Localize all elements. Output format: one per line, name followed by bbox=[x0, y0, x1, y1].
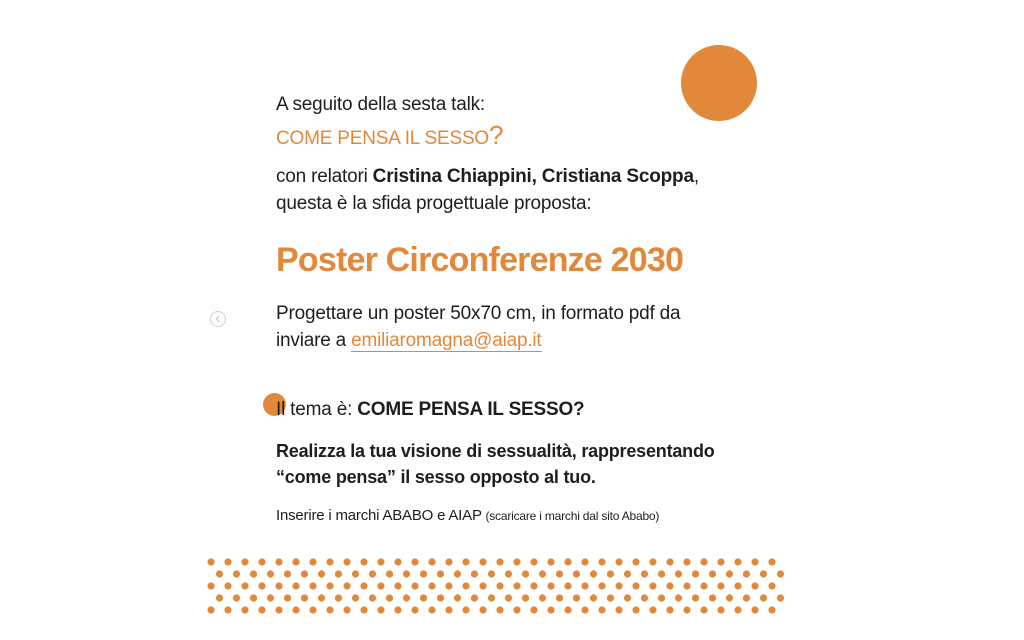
pattern-dot bbox=[394, 558, 401, 565]
brief-line-1: Progettare un poster 50x70 cm, in formato pdf da bbox=[276, 303, 681, 324]
pattern-dot bbox=[326, 558, 333, 565]
pattern-dot bbox=[734, 606, 741, 613]
pattern-dot bbox=[675, 594, 682, 601]
pattern-dot bbox=[556, 570, 563, 577]
previous-slide-button[interactable] bbox=[210, 311, 226, 327]
pattern-dot bbox=[454, 570, 461, 577]
email-link[interactable]: emiliaromagna@aiap.it bbox=[351, 330, 542, 351]
pattern-dot bbox=[471, 594, 478, 601]
pattern-dot bbox=[360, 606, 367, 613]
pattern-dot bbox=[258, 558, 265, 565]
logos-note: (scaricare i marchi dal sito Ababo) bbox=[485, 509, 660, 523]
pattern-dot bbox=[522, 594, 529, 601]
pattern-dot bbox=[224, 606, 231, 613]
pattern-dot bbox=[649, 558, 656, 565]
pattern-dot bbox=[343, 582, 350, 589]
pattern-dot bbox=[275, 606, 282, 613]
pattern-dot bbox=[505, 570, 512, 577]
pattern-dot bbox=[488, 570, 495, 577]
pattern-dot bbox=[224, 582, 231, 589]
pattern-dot bbox=[462, 558, 469, 565]
pattern-dot bbox=[479, 606, 486, 613]
pattern-dot bbox=[666, 582, 673, 589]
pattern-dot bbox=[275, 582, 282, 589]
pattern-dot bbox=[437, 570, 444, 577]
pattern-dot bbox=[700, 582, 707, 589]
pattern-dot bbox=[411, 582, 418, 589]
poster-title: Poster Circonferenze 2030 bbox=[276, 241, 684, 279]
pattern-dot bbox=[250, 570, 257, 577]
pattern-dot bbox=[394, 582, 401, 589]
talk-title bbox=[276, 120, 504, 150]
pattern-dot bbox=[403, 594, 410, 601]
logos-text: Inserire i marchi ABABO e AIAP bbox=[276, 507, 486, 524]
pattern-dot bbox=[709, 570, 716, 577]
brief-line-2-prefix: inviare a bbox=[276, 330, 352, 351]
speakers-names: Cristina Chiappini, Cristiana Scoppa bbox=[372, 166, 694, 187]
pattern-dot bbox=[267, 570, 274, 577]
pattern-dot bbox=[301, 594, 308, 601]
pattern-dot bbox=[649, 582, 656, 589]
pattern-dot bbox=[207, 606, 214, 613]
pattern-dot bbox=[496, 582, 503, 589]
pattern-dot bbox=[607, 570, 614, 577]
pattern-dot bbox=[377, 558, 384, 565]
pattern-dot bbox=[632, 558, 639, 565]
pattern-dot bbox=[777, 594, 784, 601]
pattern-dot bbox=[241, 558, 248, 565]
pattern-dot bbox=[335, 594, 342, 601]
pattern-dot bbox=[751, 606, 758, 613]
pattern-dot bbox=[683, 582, 690, 589]
pattern-dot bbox=[301, 570, 308, 577]
pattern-dot bbox=[394, 606, 401, 613]
pattern-dot bbox=[428, 606, 435, 613]
pattern-dot bbox=[207, 558, 214, 565]
pattern-dot bbox=[530, 606, 537, 613]
speakers-suffix: , bbox=[693, 166, 699, 187]
pattern-dot bbox=[734, 558, 741, 565]
pattern-dot bbox=[284, 570, 291, 577]
pattern-dot bbox=[530, 582, 537, 589]
pattern-dot bbox=[471, 570, 478, 577]
pattern-dot bbox=[598, 606, 605, 613]
pattern-dot bbox=[768, 606, 775, 613]
pattern-dot bbox=[454, 594, 461, 601]
pattern-dot bbox=[768, 582, 775, 589]
pattern-dot bbox=[241, 606, 248, 613]
pattern-dot bbox=[581, 582, 588, 589]
pattern-dot bbox=[224, 558, 231, 565]
pattern-dot bbox=[743, 594, 750, 601]
pattern-dot bbox=[768, 558, 775, 565]
intro-text: A seguito della sesta talk: bbox=[276, 94, 486, 115]
pattern-dot bbox=[496, 558, 503, 565]
pattern-dot bbox=[581, 558, 588, 565]
pattern-dot bbox=[564, 582, 571, 589]
pattern-dot bbox=[564, 606, 571, 613]
pattern-dot bbox=[420, 594, 427, 601]
pattern-dot bbox=[326, 606, 333, 613]
pattern-dot bbox=[496, 606, 503, 613]
speakers-prefix: con relatori bbox=[276, 166, 373, 187]
pattern-dot bbox=[717, 558, 724, 565]
pattern-dot bbox=[445, 582, 452, 589]
pattern-dot bbox=[692, 594, 699, 601]
pattern-dot bbox=[369, 570, 376, 577]
pattern-dot bbox=[709, 594, 716, 601]
logos-instruction bbox=[276, 507, 659, 524]
pattern-dot bbox=[284, 594, 291, 601]
theme-value: COME PENSA IL SESSO? bbox=[357, 399, 585, 420]
pattern-dot bbox=[649, 606, 656, 613]
pattern-dot bbox=[683, 606, 690, 613]
pattern-dot bbox=[462, 582, 469, 589]
pattern-dot bbox=[717, 582, 724, 589]
pattern-dot bbox=[726, 594, 733, 601]
realize-line-2: “come pensa” il sesso opposto al tuo. bbox=[276, 467, 596, 487]
pattern-dot bbox=[411, 606, 418, 613]
pattern-dot bbox=[590, 570, 597, 577]
pattern-dot bbox=[760, 594, 767, 601]
pattern-dot bbox=[437, 594, 444, 601]
pattern-dot bbox=[241, 582, 248, 589]
pattern-dot bbox=[216, 570, 223, 577]
pattern-dot bbox=[692, 570, 699, 577]
theme-line bbox=[276, 399, 584, 421]
pattern-dot bbox=[326, 582, 333, 589]
pattern-dot bbox=[564, 558, 571, 565]
pattern-dot bbox=[666, 606, 673, 613]
pattern-dot bbox=[658, 570, 665, 577]
pattern-dot bbox=[377, 606, 384, 613]
pattern-dot bbox=[624, 594, 631, 601]
pattern-dot bbox=[641, 594, 648, 601]
pattern-dot bbox=[360, 558, 367, 565]
pattern-dot bbox=[556, 594, 563, 601]
pattern-dot bbox=[598, 582, 605, 589]
pattern-dot bbox=[590, 594, 597, 601]
pattern-dot bbox=[445, 558, 452, 565]
theme-prefix: Il tema è: bbox=[276, 399, 358, 420]
pattern-dot bbox=[377, 582, 384, 589]
brief-line-2 bbox=[276, 330, 542, 352]
pattern-dot bbox=[547, 606, 554, 613]
pattern-dot bbox=[403, 570, 410, 577]
pattern-dot bbox=[258, 606, 265, 613]
pattern-dot bbox=[292, 582, 299, 589]
pattern-dot bbox=[675, 570, 682, 577]
pattern-dot bbox=[445, 606, 452, 613]
pattern-dot bbox=[250, 594, 257, 601]
pattern-dot bbox=[360, 582, 367, 589]
pattern-dot bbox=[292, 606, 299, 613]
pattern-dot bbox=[343, 606, 350, 613]
pattern-dot bbox=[573, 570, 580, 577]
pattern-dot bbox=[700, 558, 707, 565]
talk-title-question-mark: ? bbox=[489, 120, 504, 150]
pattern-dot bbox=[386, 570, 393, 577]
pattern-dot bbox=[777, 570, 784, 577]
pattern-dot bbox=[598, 558, 605, 565]
pattern-dot bbox=[318, 594, 325, 601]
pattern-dot bbox=[309, 606, 316, 613]
pattern-dot bbox=[488, 594, 495, 601]
pattern-dot bbox=[352, 594, 359, 601]
pattern-dot bbox=[547, 582, 554, 589]
pattern-dot bbox=[632, 606, 639, 613]
pattern-dot bbox=[760, 570, 767, 577]
pattern-dot bbox=[411, 558, 418, 565]
pattern-dot bbox=[309, 582, 316, 589]
pattern-dot bbox=[607, 594, 614, 601]
pattern-dot bbox=[343, 558, 350, 565]
pattern-dot bbox=[615, 558, 622, 565]
pattern-dot bbox=[581, 606, 588, 613]
pattern-dot bbox=[743, 570, 750, 577]
pattern-dot bbox=[573, 594, 580, 601]
pattern-dot bbox=[641, 570, 648, 577]
pattern-dot bbox=[530, 558, 537, 565]
realize-line-1: Realizza la tua visione di sessualità, rappresentando bbox=[276, 441, 715, 461]
pattern-dot bbox=[751, 558, 758, 565]
pattern-dot bbox=[666, 558, 673, 565]
pattern-dot bbox=[505, 594, 512, 601]
pattern-dot bbox=[309, 558, 316, 565]
pattern-dot bbox=[420, 570, 427, 577]
pattern-dot bbox=[275, 558, 282, 565]
speakers-line bbox=[276, 166, 699, 188]
pattern-dot bbox=[369, 594, 376, 601]
pattern-dot bbox=[700, 606, 707, 613]
pattern-dot bbox=[233, 594, 240, 601]
pattern-dot bbox=[216, 594, 223, 601]
pattern-dot bbox=[632, 582, 639, 589]
pattern-dot bbox=[734, 582, 741, 589]
challenge-text: questa è la sfida progettuale proposta: bbox=[276, 193, 592, 214]
pattern-dot bbox=[386, 594, 393, 601]
talk-title-text: COME PENSA IL SESSO bbox=[276, 128, 490, 149]
pattern-dot bbox=[615, 582, 622, 589]
pattern-dot bbox=[683, 558, 690, 565]
pattern-dot bbox=[522, 570, 529, 577]
pattern-dot bbox=[726, 570, 733, 577]
pattern-dot bbox=[513, 606, 520, 613]
pattern-dot bbox=[751, 582, 758, 589]
pattern-dot bbox=[479, 582, 486, 589]
pattern-dot bbox=[539, 594, 546, 601]
pattern-dot bbox=[479, 558, 486, 565]
pattern-dot bbox=[318, 570, 325, 577]
pattern-dot bbox=[547, 558, 554, 565]
pattern-dot bbox=[717, 606, 724, 613]
pattern-dot bbox=[513, 558, 520, 565]
pattern-dot bbox=[539, 570, 546, 577]
pattern-dot bbox=[658, 594, 665, 601]
pattern-dot bbox=[428, 558, 435, 565]
pattern-dot bbox=[233, 570, 240, 577]
pattern-dot bbox=[258, 582, 265, 589]
chevron-left-icon bbox=[214, 315, 222, 323]
pattern-dot bbox=[207, 582, 214, 589]
dotted-pattern-band bbox=[206, 556, 790, 614]
pattern-dot bbox=[462, 606, 469, 613]
pattern-dot bbox=[352, 570, 359, 577]
pattern-dot bbox=[335, 570, 342, 577]
pattern-dot bbox=[428, 582, 435, 589]
decorative-orange-circle bbox=[681, 45, 757, 121]
pattern-dot bbox=[513, 582, 520, 589]
pattern-dot bbox=[292, 558, 299, 565]
pattern-dot bbox=[624, 570, 631, 577]
pattern-dot bbox=[615, 606, 622, 613]
pattern-dot bbox=[267, 594, 274, 601]
